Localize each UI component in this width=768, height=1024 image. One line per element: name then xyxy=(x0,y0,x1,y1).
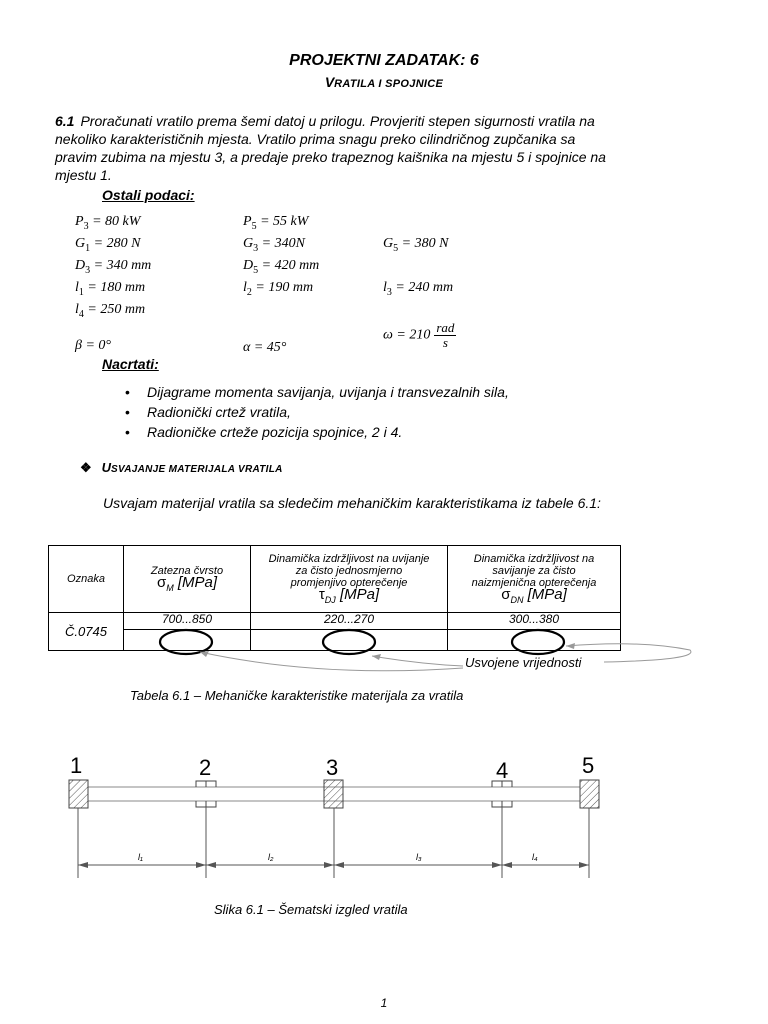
length-label-l1: l₁ xyxy=(138,852,143,862)
element-3-block xyxy=(324,780,343,808)
point-label-2: 2 xyxy=(199,755,212,780)
material-cell: Č.0745 xyxy=(49,613,124,651)
bearing-4-symbol xyxy=(492,781,512,807)
param-p3: $P_3 = 80$ kW xyxy=(75,214,141,232)
param-beta: β = 0° xyxy=(75,338,112,353)
table-caption: Tabela 6.1 – Mehaničke karakteristike materijala za vratila xyxy=(130,688,464,703)
point-label-5: 5 xyxy=(582,753,595,778)
param-l2: $l_2 = 190$ mm xyxy=(243,280,314,298)
omega-unit-fraction: $\frac{\text{rad}}{s}$ xyxy=(436,320,455,350)
point-label-3: 3 xyxy=(326,755,339,780)
param-g5: $G_5 = 380$ N xyxy=(383,236,449,254)
task-number: 6.1 xyxy=(55,113,75,129)
length-label-l3: l₃ xyxy=(416,852,422,862)
page-title: PROJEKTNI ZADATAK: 6 xyxy=(289,52,479,69)
col-header-zatezna: Zatezna čvrsto $\sigma_M$ [MPa] xyxy=(124,546,251,613)
value-cell: 220...270 xyxy=(251,613,448,630)
param-d5: $D_5 = 420$ mm xyxy=(243,258,320,276)
element-5-block xyxy=(580,780,599,808)
section-heading: ❖ USVAJANJE MATERIJALA VRATILA xyxy=(80,460,283,475)
param-d3: $D_3 = 340$ mm xyxy=(75,258,152,276)
arrowhead-icon xyxy=(566,643,575,649)
list-item: • Dijagrame momenta savijanja, uvijanja i transvezalnih sila, xyxy=(125,382,509,402)
list-item: • Radioničke crteže pozicija spojnice, 2 i 4. xyxy=(125,422,509,442)
leader-line xyxy=(372,656,463,666)
task-text: Proračunati vratilo prema šemi datoj u prilogu. Provjeriti stepen sigurnosti vratila na nekoliko karakterističnih mjesta. Vratilo prima snagu preko cilindričnog zupčanika sa pravim zubima na mjestu 3, a predaje preko trapeznog kaišnika na mjestu 5 i spojnice na mjestu 1. xyxy=(55,113,606,183)
param-g3: $G_3 = 340N$ xyxy=(243,236,305,254)
param-l4: $l_4 = 250$ mm xyxy=(75,302,146,320)
subtitle-initial: V xyxy=(324,74,335,90)
bearing-2-symbol xyxy=(196,781,216,807)
arrowhead-icon xyxy=(372,654,381,660)
length-label-l2: l₂ xyxy=(268,852,274,862)
figure-caption: Slika 6.1 – Šematski izgled vratila xyxy=(214,902,408,917)
param-omega: ω = 210 $\frac{\text{rad}}{s}$ xyxy=(383,320,455,350)
col-header-uvijanje: Dinamička izdržljivost na uvijanje za čisto jednosmjerno promjenjivo opterečenje $\tau_{DJ}$ [MPa] xyxy=(251,546,448,613)
page-number: 1 xyxy=(380,996,388,1010)
value-cell: 700...850 xyxy=(124,613,251,630)
ellipse-marker xyxy=(323,630,375,654)
material-paragraph: Usvajam materijal vratila sa sledečim mehaničkim karakteristikama iz tabele 6.1: xyxy=(103,495,601,511)
col-header-oznaka: Oznaka xyxy=(49,546,124,613)
list-item: • Radionički crtež vratila, xyxy=(125,402,509,422)
param-alpha: α = 45° xyxy=(243,340,287,355)
param-g1: $G_1 = 280$ N xyxy=(75,236,141,254)
element-1-block xyxy=(69,780,88,808)
param-l3: $l_3 = 240$ mm xyxy=(383,280,454,298)
nacrtati-heading: Nacrtati: xyxy=(102,356,159,372)
shaft-diagram xyxy=(0,740,768,890)
ostali-podaci-heading: Ostali podaci: xyxy=(102,187,195,203)
usvojene-label: Usvojene vrijednosti xyxy=(465,655,582,670)
subtitle-rest: RATILA I SPOJNICE xyxy=(334,78,444,90)
point-label-4: 4 xyxy=(496,758,509,783)
param-l1: $l_1 = 180$ mm xyxy=(75,280,146,298)
ellipse-marker xyxy=(512,630,564,654)
diamond-bullet-icon: ❖ xyxy=(80,460,92,475)
leader-line xyxy=(200,652,463,671)
point-label-1: 1 xyxy=(70,753,83,778)
col-header-savijanje: Dinamička izdržljivost na savijanje za čisto naizmjenična opterečenja $\sigma_{DN}$ [MPa] xyxy=(448,546,621,613)
value-cell: 300...380 xyxy=(448,613,621,630)
length-label-l4: l₄ xyxy=(532,852,538,862)
ellipse-marker xyxy=(160,630,212,654)
leader-line xyxy=(566,644,691,662)
param-p5: $P_5 = 55$ kW xyxy=(243,214,309,232)
